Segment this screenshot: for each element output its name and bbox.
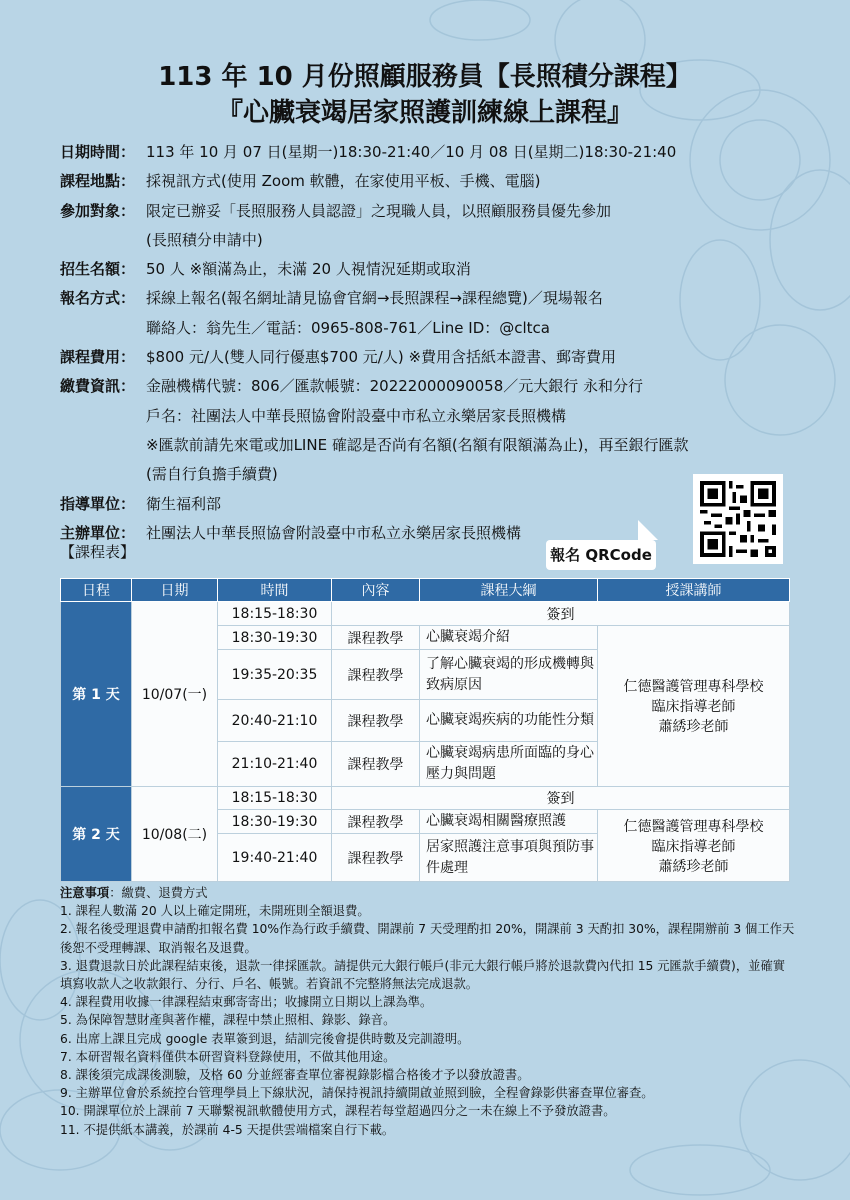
instructor-name: 蕭綉珍老師 — [658, 858, 729, 875]
schedule-heading: 【課程表】 — [60, 543, 136, 561]
day2-label: 第 2 天 — [61, 787, 132, 882]
note-item: 9. 主辦單位會於系統控台管理學員上下線狀況，請保持視訊持續開啟並照到臉，全程會錄影供審查單位審查。 — [60, 1086, 654, 1101]
header-date: 日期 — [132, 579, 218, 602]
notes-heading — [60, 884, 795, 902]
day1-date: 10/07(一) — [132, 602, 218, 787]
date-value: 113 年 10 月 07 日(星期一)18:30-21:40／10 月 08 日(星期二)18:30-21:40 — [146, 143, 677, 161]
session-outline: 心臟衰竭介紹 — [420, 626, 598, 650]
notes-section — [60, 884, 795, 1139]
quota-value: 50 人 ※額滿為止，未滿 20 人視情況延期或取消 — [146, 260, 471, 279]
session-outline: 居家照護注意事項與預防事件處理 — [420, 834, 598, 882]
table-header-row — [61, 579, 790, 602]
signup-value: 採線上報名(報名網址請見協會官網→長照課程→課程總覽)／現場報名 — [146, 289, 603, 308]
date-label: 日期時間： — [60, 143, 136, 161]
payment-note: ※匯款前請先來電或加LINE 確認是否尚有名額(名額有限額滿為止)，再至銀行匯款 — [146, 435, 689, 454]
day1-checkin: 簽到 — [332, 602, 790, 626]
session-content: 課程教學 — [332, 742, 420, 787]
day1-checkin-time: 18:15-18:30 — [218, 602, 332, 626]
notes-title-suffix: ：繳費、退費方式 — [109, 886, 208, 900]
qrcode-image — [693, 474, 783, 564]
header-outline: 課程大綱 — [420, 579, 598, 602]
signup-qrcode[interactable] — [693, 474, 783, 564]
session-content: 課程教學 — [332, 834, 420, 882]
day1-label: 第 1 天 — [61, 602, 132, 787]
instructor-school: 仁德醫護管理專科學校 — [623, 818, 764, 835]
course-title: 『心臟衰竭居家照護訓練線上課程』 — [216, 98, 633, 128]
session-outline: 心臟衰竭疾病的功能性分類 — [420, 700, 598, 742]
header-day: 日程 — [61, 579, 132, 602]
location-label: 課程地點： — [60, 172, 136, 191]
session-content: 課程教學 — [332, 626, 420, 650]
note-item: 2. 報名後受理退費申請酌扣報名費 10%作為行政手續費、開課前 7 天受理酌扣 20%，開課前 3 天酌扣 30%，課程開辦前 3 個工作天後恕不受理轉課、取消報名及退費。 — [60, 922, 795, 955]
payment-value: 金融機構代號：806／匯款帳號：20222000090058／元大銀行 永和分行 — [146, 377, 644, 396]
day2-checkin-time: 18:15-18:30 — [218, 787, 332, 810]
host-value: 社團法人中華長照協會附設臺中市私立永樂居家長照機構 — [146, 523, 522, 542]
note-item: 8. 課後須完成課後測驗，及格 60 分並經審查單位審視錄影檔合格後才予以發放證書。 — [60, 1068, 530, 1083]
session-outline: 心臟衰竭病患所面臨的身心壓力與問題 — [420, 742, 598, 787]
payment-fee-note: (需自行負擔手續費) — [146, 465, 278, 484]
qr-label: 報名 QRCode — [546, 540, 656, 570]
instructor-school: 仁德醫護管理專科學校 — [623, 679, 764, 695]
instructor-title: 臨床指導老師 — [651, 699, 736, 715]
schedule-table — [60, 578, 790, 882]
location-value: 採視訊方式(使用 Zoom 軟體，在家使用平板、手機、電腦) — [146, 172, 541, 191]
day2-checkin: 簽到 — [332, 787, 790, 810]
note-item: 5. 為保障智慧財產與著作權，課程中禁止照相、錄影、錄音。 — [60, 1013, 396, 1028]
session-time: 20:40-21:10 — [218, 700, 332, 742]
instructor-title: 臨床指導老師 — [651, 838, 736, 855]
day1-instructor — [598, 626, 790, 787]
session-content: 課程教學 — [332, 810, 420, 834]
fee-value: $800 元/人(雙人同行優惠$700 元/人) ※費用含括紙本證書、郵寄費用 — [146, 348, 617, 367]
host-label: 主辦單位： — [60, 523, 136, 542]
note-item: 10. 開課單位於上課前 7 天聯繫視訊軟體使用方式，課程若每堂超過四分之一未在線上不予發放證書。 — [60, 1104, 616, 1119]
note-item: 11. 不提供紙本講義，於課前 4-5 天提供雲端檔案自行下載。 — [60, 1122, 395, 1137]
account-name: 戶名：社團法人中華長照協會附設臺中市私立永樂居家長照機構 — [146, 406, 567, 425]
quota-label: 招生名額： — [60, 260, 136, 279]
page-title: 113 年 10 月份照顧服務員【長照積分課程】 — [158, 62, 692, 92]
guide-value: 衛生福利部 — [146, 494, 222, 513]
session-outline: 心臟衰竭相關醫療照護 — [420, 810, 598, 834]
day2-instructor — [598, 810, 790, 882]
session-outline: 了解心臟衰竭的形成機轉與致病原因 — [420, 650, 598, 700]
contact-value: 聯絡人：翁先生／電話：0965-808-761／Line ID：@cltca — [146, 318, 550, 337]
fee-label: 課程費用： — [60, 348, 136, 367]
target-value-note: (長照積分申請中) — [146, 230, 263, 249]
guide-label: 指導單位： — [60, 494, 136, 513]
payment-label: 繳費資訊： — [60, 377, 136, 396]
session-time: 18:30-19:30 — [218, 626, 332, 650]
header-time: 時間 — [218, 579, 332, 602]
notes-title: 注意事項 — [60, 886, 110, 900]
note-item: 1. 課程人數滿 20 人以上確定開班，未開班則全額退費。 — [60, 904, 370, 919]
header-instructor: 授課講師 — [598, 579, 790, 602]
day2-date: 10/08(二) — [132, 787, 218, 882]
instructor-name: 蕭綉珍老師 — [658, 719, 729, 735]
signup-label: 報名方式： — [60, 289, 136, 308]
note-item: 3. 退費退款日於此課程結束後，退款一律採匯款。請提供元大銀行帳戶(非元大銀行帳戶將於退款費內代扣 15 元匯款手續費)，並確實填寫收款人之收款銀行、分行、戶名、帳號。若資訊不完整將無法完成退款。 — [60, 958, 786, 992]
session-time: 21:10-21:40 — [218, 742, 332, 787]
session-time: 19:40-21:40 — [218, 834, 332, 882]
header-content: 內容 — [332, 579, 420, 602]
note-item: 4. 課程費用收據一律課程結束郵寄寄出；收據開立日期以上課為準。 — [60, 995, 433, 1010]
qr-label-pointer — [638, 520, 658, 540]
target-value: 限定已辦妥「長照服務人員認證」之現職人員，以照顧服務員優先參加 — [146, 201, 612, 220]
note-item: 7. 本研習報名資料僅供本研習資料登錄使用，不做其他用途。 — [60, 1049, 396, 1064]
course-info — [60, 138, 800, 548]
note-item: 6. 出席上課且完成 google 表單簽到退，結訓完後會提供時數及完訓證明。 — [60, 1031, 470, 1046]
session-time: 18:30-19:30 — [218, 810, 332, 834]
table-row — [61, 602, 790, 626]
session-content: 課程教學 — [332, 650, 420, 700]
session-time: 19:35-20:35 — [218, 650, 332, 700]
target-label: 參加對象： — [60, 201, 136, 220]
table-row — [61, 787, 790, 810]
session-content: 課程教學 — [332, 700, 420, 742]
